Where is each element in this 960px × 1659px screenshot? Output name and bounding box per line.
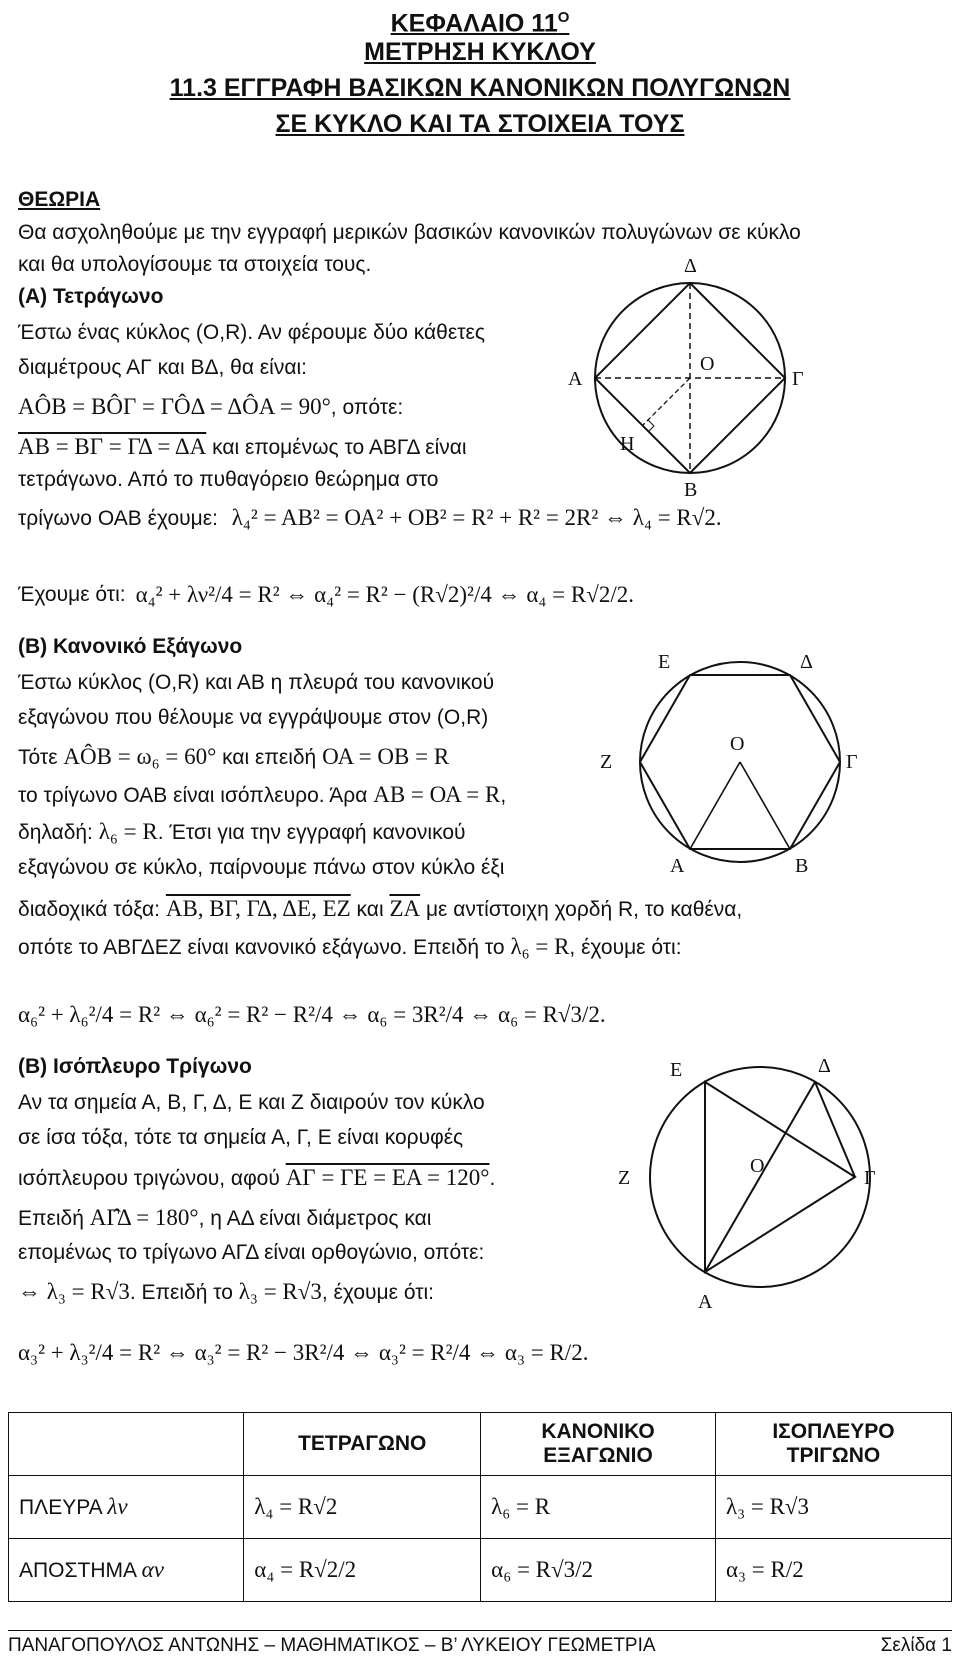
triangle-text-2: σε ίσα τόξα, τότε τα σημεία Α, Γ, Ε είναι κορυφές <box>18 1126 464 1149</box>
triangle-heading: (Β) Ισόπλευρο Τρίγωνο <box>18 1055 252 1078</box>
square-text-2: διαμέτρους ΑΓ και ΒΔ, θα είναι: <box>18 356 307 379</box>
label-o: Ο <box>750 1155 765 1177</box>
square-eq-1: ΑÔΒ = ΒÔΓ = ΓÔΔ = ΔÔΑ = 90°, οπότε: <box>18 394 404 419</box>
cell-apothem-square: α₄ = R√2/2 <box>244 1539 481 1602</box>
row-label-apothem: ΑΠΟΣΤΗΜΑ αν <box>9 1539 244 1602</box>
label-delta: Δ <box>818 1055 831 1077</box>
footer-author: ΠΑΝΑΓΟΠΟΥΛΟΣ ΑΝΤΩΝΗΣ – ΜΑΘΗΜΑΤΙΚΟΣ – Β’ ΛΥΚΕΙΟΥ ΓΕΩΜΕΤΡΙΑ <box>8 1635 656 1656</box>
label-a: Α <box>698 1291 713 1313</box>
label-o: Ο <box>700 353 715 375</box>
hexagon-apothem-row <box>18 980 606 1050</box>
triangle-figure <box>610 1042 910 1322</box>
triangle-apothem-eq: α₃² + λ₃²/4 = R² ⇔ α₃² = R² − 3R²/4 ⇔ α₃² = R²/4 ⇔ α₃ = R/2. <box>18 1340 589 1365</box>
triangle-apothem-row <box>18 1318 588 1388</box>
cell-side-triangle: λ₃ = R√3 <box>715 1476 951 1539</box>
cell-apothem-triangle: α₃ = R/2 <box>715 1539 951 1602</box>
square-eq-2: ΑΒ = ΒΓ = ΓΔ = ΔΑ και επομένως το ΑΒΓΔ είναι <box>18 434 467 459</box>
chapter-subtitle: ΜΕΤΡΗΣΗ ΚΥΚΛΟΥ <box>364 38 596 66</box>
page-footer <box>8 1630 952 1657</box>
square-heading: (Α) Τετράγωνο <box>18 285 164 308</box>
triangle-text-4: Επειδή ΑΓ̂Δ = 180°, η ΑΔ είναι διάμετρος και <box>18 1205 432 1230</box>
label-b: Β <box>795 855 809 877</box>
triangle-text-1: Αν τα σημεία Α, Β, Γ, Δ, Ε και Ζ διαιρούν τον κύκλο <box>18 1091 485 1114</box>
label-gamma: Γ <box>792 368 804 390</box>
hexagon-text-4: το τρίγωνο ΟΑΒ είναι ισόπλευρο. Άρα ΑΒ = ΟΑ = R, <box>18 782 507 807</box>
square-apothem-eq: α₄² + λν²/4 = R² ⇔ α₄² = R² − (R√2)²/4 ⇔ α₄ = R√2/2. <box>135 582 634 607</box>
section-title: 11.3 ΕΓΓΡΑΦΗ ΒΑΣΙΚΩΝ ΚΑΝΟΝΙΚΩΝ ΠΟΛΥΓΩΝΩΝ <box>169 74 791 102</box>
chapter-title: ΚΕΦΑΛΑΙΟ $11^O$ <box>390 9 570 38</box>
label-z: Ζ <box>600 751 613 773</box>
hexagon-apothem-eq: α₆² + λ₆²/4 = R² ⇔ α₆² = R² − R²/4 ⇔ α₆ = 3R²/4 ⇔ α₆ = R√3/2. <box>18 1002 606 1027</box>
triangle-text-3: ισόπλευρου τριγώνου, αφού ΑΓ = ΓΕ = ΕΑ = 120°. <box>18 1165 496 1190</box>
theory-heading: ΘΕΩΡΙΑ <box>18 188 101 211</box>
page-number: Σελίδα 1 <box>880 1635 952 1656</box>
cell-side-hexagon: λ₆ = R <box>481 1476 716 1539</box>
hexagon-text-3: Τότε ΑÔΒ = ω₆ = 60° και επειδή ΟΑ = ΟΒ = R <box>18 744 450 769</box>
square-text-3: τετράγωνο. Από το πυθαγόρειο θεώρημα στο <box>18 468 439 491</box>
cell-side-square: λ₄ = R√2 <box>244 1476 481 1539</box>
theory-intro-1: Θα ασχοληθούμε με την εγγραφή μερικών βασικών κανονικών πολυγώνων σε κύκλο <box>18 221 801 244</box>
table-row <box>9 1476 952 1539</box>
cell-apothem-hexagon: α₆ = R√3/2 <box>481 1539 716 1602</box>
label-gamma: Γ <box>846 751 858 773</box>
hexagon-text-2: εξαγώνου που θέλουμε να εγγράψουμε στον (Ο,R) <box>18 706 489 729</box>
label-e: Ε <box>670 1059 683 1081</box>
hexagon-text-8: οπότε το ΑΒΓΔΕΖ είναι κανονικό εξάγωνο. Επειδή το λ₆ = R, έχουμε ότι: <box>18 934 682 959</box>
summary-table <box>8 1412 952 1602</box>
hexagon-heading: (Β) Κανονικό Εξάγωνο <box>18 635 243 658</box>
theory-intro-2: και θα υπολογίσουμε τα στοιχεία τους. <box>18 253 372 276</box>
table-header-square: ΤΕΤΡΑΓΩΝΟ <box>244 1413 481 1476</box>
label-delta: Δ <box>684 258 697 277</box>
label-gamma: Γ <box>864 1167 876 1189</box>
table-header-hexagon: ΚΑΝΟΝΙΚΟ ΕΞΑΓΩΝΙΟ <box>481 1413 716 1476</box>
table-corner <box>9 1413 244 1476</box>
triangle-text-6: ⇔ λ₃ = R√3. Επειδή το λ₃ = R√3, έχουμε ότι: <box>18 1279 435 1304</box>
table-row <box>9 1539 952 1602</box>
table-header-triangle: ΙΣΟΠΛΕΥΡΟ ΤΡΙΓΩΝΟ <box>715 1413 951 1476</box>
square-apothem-row: Έχουμε ότι: α₄² + λν²/4 = R² ⇔ α₄² = R² − (R√2)²/4 ⇔ α₄ = R√2/2. <box>18 582 634 607</box>
label-z: Ζ <box>618 1167 631 1189</box>
label-b: Β <box>684 479 698 498</box>
row-label-side: ΠΛΕΥΡΑ λν <box>9 1476 244 1539</box>
label-e: Ε <box>658 651 671 673</box>
triangle-text-5: επομένως το τρίγωνο ΑΓΔ είναι ορθογώνιο, οπότε: <box>18 1241 485 1264</box>
label-a: Α <box>568 368 583 390</box>
hexagon-text-7: διαδοχικά τόξα: ΑΒ, ΒΓ, ΓΔ, ΔΕ, ΕΖ και $\overline{ZA}$ με αντίστοιχη χορδή R, το καθένα, <box>18 896 743 921</box>
section-title-line2: ΣΕ ΚΥΚΛΟ ΚΑΙ ΤΑ ΣΤΟΙΧΕΙΑ ΤΟΥΣ <box>275 110 685 138</box>
square-text-1: Έστω ένας κύκλος (Ο,R). Αν φέρουμε δύο κάθετες <box>18 321 485 344</box>
label-a: Α <box>670 855 685 877</box>
hexagon-text-6: εξαγώνου σε κύκλο, παίρνουμε πάνω στον κύκλο έξι <box>18 856 505 879</box>
label-delta: Δ <box>800 651 813 673</box>
hexagon-figure <box>590 640 890 890</box>
table-row <box>9 1413 952 1476</box>
hexagon-text-1: Έστω κύκλος (Ο,R) και ΑΒ η πλευρά του κανονικού <box>18 671 495 694</box>
hexagon-text-5: δηλαδή: λ₆ = R. Έτσι για την εγγραφή κανονικού <box>18 819 466 844</box>
label-o: Ο <box>730 733 745 755</box>
label-h: Η <box>620 433 635 455</box>
square-figure <box>560 258 820 498</box>
square-text-4: τρίγωνο ΟΑΒ έχουμε: λ₄² = ΑΒ² = ΟΑ² + ΟΒ² = R² + R² = 2R² ⇔ λ₄ = R√2. <box>18 505 722 530</box>
